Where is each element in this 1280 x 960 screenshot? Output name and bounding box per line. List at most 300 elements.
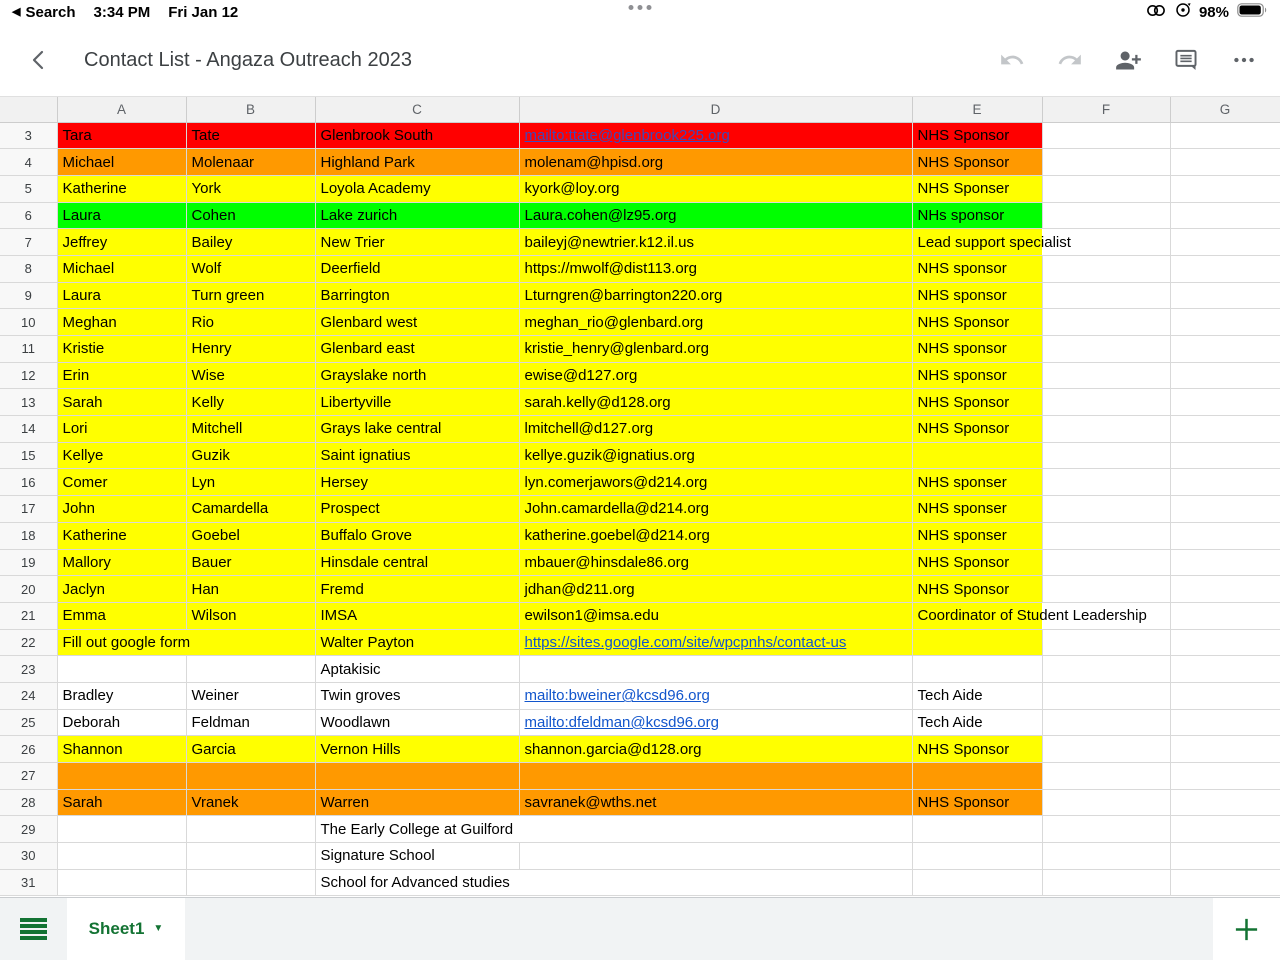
back-to-search-label: Search (25, 3, 76, 21)
row-header-28[interactable]: 28 (0, 789, 57, 816)
cell[interactable] (186, 869, 315, 896)
cell[interactable] (1042, 869, 1170, 896)
cell[interactable] (315, 255, 519, 282)
cell[interactable] (912, 122, 1042, 149)
cell-text: Glenbrook South (320, 126, 434, 144)
cell-text: Jeffrey (62, 233, 108, 251)
cell[interactable] (912, 469, 1042, 496)
cell-link[interactable]: mailto:bweiner@kcsd96.org (524, 687, 710, 705)
cell-text: NHS sponsor (917, 367, 1007, 385)
cell[interactable] (315, 789, 519, 816)
cell[interactable] (519, 122, 912, 149)
row-header-7[interactable]: 7 (0, 229, 57, 256)
orientation-lock-icon (1175, 2, 1191, 22)
cell[interactable] (1042, 763, 1170, 790)
cell[interactable] (912, 816, 1042, 843)
cell[interactable] (315, 416, 519, 443)
cell[interactable] (1170, 336, 1280, 363)
cell[interactable] (186, 149, 315, 176)
cell[interactable] (186, 789, 315, 816)
cell[interactable] (912, 389, 1042, 416)
cell[interactable] (1170, 496, 1280, 523)
cell[interactable] (186, 255, 315, 282)
cell[interactable] (57, 869, 186, 896)
row-header-5[interactable]: 5 (0, 175, 57, 202)
table-row (0, 682, 1280, 709)
row-header-30[interactable]: 30 (0, 843, 57, 870)
cell[interactable] (57, 549, 186, 576)
cell[interactable] (315, 816, 519, 843)
cell[interactable] (57, 282, 186, 309)
cell[interactable] (519, 282, 912, 309)
cell[interactable] (57, 122, 186, 149)
cell[interactable] (1170, 282, 1280, 309)
cell[interactable] (1170, 656, 1280, 683)
cell[interactable] (315, 709, 519, 736)
cell[interactable] (519, 682, 912, 709)
cell[interactable] (186, 122, 315, 149)
cell[interactable] (186, 576, 315, 603)
cell[interactable] (1170, 549, 1280, 576)
cell[interactable] (1042, 469, 1170, 496)
cell-text: Wise (191, 367, 225, 385)
row-header-11[interactable]: 11 (0, 336, 57, 363)
cell[interactable] (519, 229, 912, 256)
cell[interactable] (186, 656, 315, 683)
cell[interactable] (912, 336, 1042, 363)
column-header-C[interactable]: C (315, 97, 519, 122)
cell[interactable] (912, 149, 1042, 176)
cell[interactable] (186, 816, 315, 843)
redo-button[interactable] (1056, 46, 1084, 74)
cell-text: Laura (62, 286, 101, 304)
cell[interactable] (186, 709, 315, 736)
cell-text: Lake zurich (320, 206, 398, 224)
cell[interactable] (519, 576, 912, 603)
row-header-26[interactable]: 26 (0, 736, 57, 763)
cell[interactable] (57, 469, 186, 496)
cell-text: Molenaar (191, 153, 255, 171)
cell[interactable] (57, 602, 186, 629)
cell[interactable] (1170, 843, 1280, 870)
table-row (0, 496, 1280, 523)
cell-text: Tech Aide (917, 713, 983, 731)
cell-text: https://mwolf@dist113.org (524, 260, 698, 278)
row-header-8[interactable]: 8 (0, 255, 57, 282)
row-header-3[interactable]: 3 (0, 122, 57, 149)
cell-text: Erin (62, 367, 90, 385)
cell[interactable] (1170, 709, 1280, 736)
cell[interactable] (912, 229, 1071, 256)
cell[interactable] (1042, 522, 1170, 549)
cell-text: Glenbard east (320, 340, 415, 358)
row-header-16[interactable]: 16 (0, 469, 57, 496)
cell[interactable] (1042, 309, 1170, 336)
cell[interactable] (1042, 282, 1170, 309)
cell[interactable] (315, 282, 519, 309)
cell[interactable] (57, 682, 186, 709)
cell[interactable] (57, 309, 186, 336)
cell[interactable] (57, 496, 186, 523)
cell[interactable] (1170, 869, 1280, 896)
cell[interactable] (1170, 149, 1280, 176)
table-row (0, 309, 1280, 336)
cell[interactable] (57, 576, 186, 603)
cell[interactable] (1042, 656, 1170, 683)
cell[interactable] (315, 442, 519, 469)
column-header-F[interactable]: F (1042, 97, 1170, 122)
cell[interactable] (519, 549, 912, 576)
cell[interactable] (519, 789, 912, 816)
cell[interactable] (912, 309, 1042, 336)
cell[interactable] (57, 229, 186, 256)
cell[interactable] (57, 389, 186, 416)
column-header-G[interactable]: G (1170, 97, 1280, 122)
cell[interactable] (315, 522, 519, 549)
cell[interactable] (1042, 336, 1170, 363)
cell-text: baileyj@newtrier.k12.il.us (524, 233, 694, 251)
row-header-17[interactable]: 17 (0, 496, 57, 523)
cell[interactable] (1170, 202, 1280, 229)
cell-text: Vranek (191, 794, 239, 812)
back-to-search-button[interactable] (12, 4, 76, 21)
cell[interactable] (186, 522, 315, 549)
cell[interactable] (1170, 362, 1280, 389)
cell[interactable] (186, 442, 315, 469)
cell[interactable] (1170, 416, 1280, 443)
cell-link[interactable]: mailto:dfeldman@kcsd96.org (524, 713, 719, 731)
cell[interactable] (1170, 763, 1280, 790)
cell[interactable] (1170, 576, 1280, 603)
cell-text: IMSA (320, 607, 358, 625)
row-header-14[interactable]: 14 (0, 416, 57, 443)
row-header-20[interactable]: 20 (0, 576, 57, 603)
table-row (0, 469, 1280, 496)
all-sheets-button[interactable] (0, 898, 67, 960)
cell[interactable] (1042, 549, 1170, 576)
cell[interactable] (57, 709, 186, 736)
cell[interactable] (1042, 496, 1170, 523)
table-row (0, 442, 1280, 469)
undo-button[interactable] (998, 46, 1026, 74)
cell-text: Fill out google form (62, 633, 191, 651)
cell-text: NHs sponsor (917, 206, 1005, 224)
cell[interactable] (1042, 736, 1170, 763)
cell[interactable] (57, 736, 186, 763)
cell[interactable] (186, 549, 315, 576)
column-header-E[interactable]: E (912, 97, 1042, 122)
row-header-4[interactable]: 4 (0, 149, 57, 176)
cell[interactable] (57, 362, 186, 389)
cell-text: Grayslake north (320, 367, 427, 385)
cell[interactable] (186, 763, 315, 790)
row-header-12[interactable]: 12 (0, 362, 57, 389)
cell[interactable] (1042, 202, 1170, 229)
cell[interactable] (519, 629, 912, 656)
cell[interactable] (1042, 442, 1170, 469)
table-row (0, 255, 1280, 282)
cell[interactable] (1042, 576, 1170, 603)
cell[interactable] (912, 629, 1042, 656)
cell[interactable] (315, 389, 519, 416)
cell[interactable] (186, 202, 315, 229)
cell[interactable] (1042, 682, 1170, 709)
column-header-row (0, 97, 1280, 122)
cell[interactable] (519, 843, 912, 870)
cell[interactable] (1042, 709, 1170, 736)
cell[interactable] (912, 282, 1042, 309)
cell[interactable] (186, 843, 315, 870)
cell[interactable] (57, 656, 186, 683)
cell[interactable] (912, 496, 1042, 523)
cell[interactable] (912, 442, 1042, 469)
cell[interactable] (1042, 416, 1170, 443)
table-row (0, 149, 1280, 176)
cell[interactable] (519, 309, 912, 336)
cell[interactable] (912, 255, 1042, 282)
cell-text: Lead support specialist (917, 233, 1071, 251)
add-sheet-button[interactable] (1213, 898, 1280, 960)
cell[interactable] (1042, 843, 1170, 870)
cell[interactable] (519, 816, 912, 843)
cell[interactable] (186, 229, 315, 256)
cell[interactable] (1170, 175, 1280, 202)
cell[interactable] (1042, 362, 1170, 389)
document-title[interactable]: Contact List - Angaza Outreach 2023 (84, 48, 412, 71)
cell[interactable] (315, 336, 519, 363)
cell[interactable] (912, 362, 1042, 389)
cell-text: Bailey (191, 233, 233, 251)
row-header-10[interactable]: 10 (0, 309, 57, 336)
row-header-24[interactable]: 24 (0, 682, 57, 709)
cell[interactable] (912, 763, 1042, 790)
cell[interactable] (912, 549, 1042, 576)
cell[interactable] (57, 442, 186, 469)
row-header-15[interactable]: 15 (0, 442, 57, 469)
cell[interactable] (519, 149, 912, 176)
row-header-31[interactable]: 31 (0, 869, 57, 896)
cell[interactable] (186, 362, 315, 389)
cell[interactable] (1042, 122, 1170, 149)
cell[interactable] (912, 736, 1042, 763)
row-header-23[interactable]: 23 (0, 656, 57, 683)
cell-text: Loyola Academy (320, 180, 431, 198)
cell[interactable] (315, 496, 519, 523)
row-header-19[interactable]: 19 (0, 549, 57, 576)
cell[interactable] (315, 202, 519, 229)
cell[interactable] (519, 496, 912, 523)
row-header-6[interactable]: 6 (0, 202, 57, 229)
cell[interactable] (57, 763, 186, 790)
cell[interactable] (186, 336, 315, 363)
cell-text: Libertyville (320, 393, 392, 411)
cell[interactable] (912, 869, 1042, 896)
cell-text: meghan_rio@glenbard.org (524, 313, 704, 331)
more-icon (1231, 47, 1257, 73)
cell[interactable] (1170, 816, 1280, 843)
tab-sheet1[interactable] (67, 898, 185, 960)
column-header-B[interactable]: B (186, 97, 315, 122)
cell[interactable] (315, 763, 519, 790)
cell[interactable] (519, 175, 912, 202)
row-header-25[interactable]: 25 (0, 709, 57, 736)
cell[interactable] (315, 843, 519, 870)
cell[interactable] (186, 175, 315, 202)
cell[interactable] (315, 362, 519, 389)
cell[interactable] (912, 709, 1042, 736)
cell[interactable] (1042, 175, 1170, 202)
cell[interactable] (912, 416, 1042, 443)
cell[interactable] (315, 309, 519, 336)
cell[interactable] (519, 389, 912, 416)
cell[interactable] (186, 389, 315, 416)
cell[interactable] (519, 763, 912, 790)
cell[interactable] (912, 576, 1042, 603)
cell[interactable] (519, 442, 912, 469)
cell[interactable] (1170, 122, 1280, 149)
cell[interactable] (315, 122, 519, 149)
more-button[interactable] (1230, 46, 1258, 74)
cell[interactable] (315, 229, 519, 256)
cell-link[interactable]: mailto:ttate@glenbrook225.org (524, 126, 730, 144)
cell[interactable] (315, 549, 519, 576)
cell[interactable] (1170, 255, 1280, 282)
column-header-A[interactable]: A (57, 97, 186, 122)
cell[interactable] (186, 682, 315, 709)
cell[interactable] (912, 175, 1042, 202)
cell[interactable] (519, 362, 912, 389)
cell[interactable] (1170, 736, 1280, 763)
cell[interactable] (1170, 629, 1280, 656)
cell[interactable] (1170, 229, 1280, 256)
back-button[interactable] (22, 43, 56, 77)
cell[interactable] (315, 602, 519, 629)
comments-button[interactable] (1172, 46, 1200, 74)
cell[interactable] (1170, 602, 1280, 629)
cell-link[interactable]: https://sites.google.com/site/wpcpnhs/contact-us (524, 633, 847, 651)
cell-text: Hinsdale central (320, 553, 429, 571)
cell[interactable] (519, 522, 912, 549)
cell-text: Laura.cohen@lz95.org (524, 206, 677, 224)
cell[interactable] (1042, 629, 1170, 656)
cell[interactable] (519, 336, 912, 363)
cell[interactable] (519, 202, 912, 229)
cell[interactable] (57, 522, 186, 549)
cell-text: Lyn (191, 473, 216, 491)
multitasking-handle-icon[interactable] (629, 5, 652, 10)
comments-icon (1173, 47, 1199, 73)
cell-text: Coordinator of Student Leadership (917, 607, 1147, 625)
cell[interactable] (57, 789, 186, 816)
cell[interactable] (186, 496, 315, 523)
cell[interactable] (57, 816, 186, 843)
cell-text: Tate (191, 126, 220, 144)
clock-time: 3:34 PM (93, 3, 151, 21)
cell[interactable] (519, 869, 912, 896)
cell[interactable] (315, 656, 519, 683)
clock-date: Fri Jan 12 (168, 3, 239, 21)
row-header-13[interactable]: 13 (0, 389, 57, 416)
cell[interactable] (912, 843, 1042, 870)
cell[interactable] (186, 469, 315, 496)
row-header-21[interactable]: 21 (0, 602, 57, 629)
share-button[interactable] (1114, 46, 1142, 74)
cell[interactable] (315, 736, 519, 763)
cell[interactable] (57, 416, 186, 443)
row-header-22[interactable]: 22 (0, 629, 57, 656)
cell[interactable] (519, 736, 912, 763)
cell-text: Aptakisic (320, 660, 381, 678)
cell[interactable] (57, 629, 191, 656)
cell[interactable] (912, 602, 1147, 629)
cell[interactable] (57, 175, 186, 202)
cell[interactable] (1042, 816, 1170, 843)
cell[interactable] (519, 416, 912, 443)
cell[interactable] (1170, 469, 1280, 496)
cell[interactable] (315, 576, 519, 603)
cell[interactable] (186, 736, 315, 763)
cell[interactable] (315, 869, 519, 896)
cell[interactable] (912, 202, 1042, 229)
cell[interactable] (1170, 389, 1280, 416)
cell[interactable] (186, 629, 315, 656)
cell[interactable] (315, 149, 519, 176)
cell[interactable] (1170, 682, 1280, 709)
cell[interactable] (519, 255, 912, 282)
cell[interactable] (186, 309, 315, 336)
row-header-27[interactable]: 27 (0, 763, 57, 790)
cell[interactable] (57, 202, 186, 229)
row-header-29[interactable]: 29 (0, 816, 57, 843)
table-row (0, 336, 1280, 363)
cell[interactable] (519, 469, 912, 496)
cell[interactable] (57, 149, 186, 176)
cell[interactable] (57, 255, 186, 282)
cell[interactable] (519, 602, 912, 629)
cell-text: Saint ignatius (320, 447, 411, 465)
cell[interactable] (519, 656, 912, 683)
cell[interactable] (912, 522, 1042, 549)
cell[interactable] (315, 682, 519, 709)
column-header-D[interactable]: D (519, 97, 912, 122)
cell[interactable] (186, 416, 315, 443)
cell[interactable] (315, 469, 519, 496)
table-row (0, 175, 1280, 202)
cell[interactable] (57, 336, 186, 363)
cell[interactable] (57, 843, 186, 870)
cell[interactable] (186, 282, 315, 309)
cell[interactable] (912, 789, 1042, 816)
row-header-9[interactable]: 9 (0, 282, 57, 309)
app-toolbar (0, 24, 1280, 96)
cell[interactable] (1170, 442, 1280, 469)
cell[interactable] (912, 682, 1042, 709)
cell[interactable] (315, 629, 519, 656)
cell[interactable] (1170, 522, 1280, 549)
cell[interactable] (519, 709, 912, 736)
cell[interactable] (1042, 389, 1170, 416)
cell[interactable] (315, 175, 519, 202)
corner-cell[interactable] (0, 97, 57, 122)
cell[interactable] (186, 602, 315, 629)
row-header-18[interactable]: 18 (0, 522, 57, 549)
cell[interactable] (1170, 789, 1280, 816)
cell[interactable] (912, 656, 1042, 683)
cell[interactable] (1042, 149, 1170, 176)
cell[interactable] (1042, 255, 1170, 282)
cell[interactable] (1170, 309, 1280, 336)
cell[interactable] (1042, 789, 1170, 816)
